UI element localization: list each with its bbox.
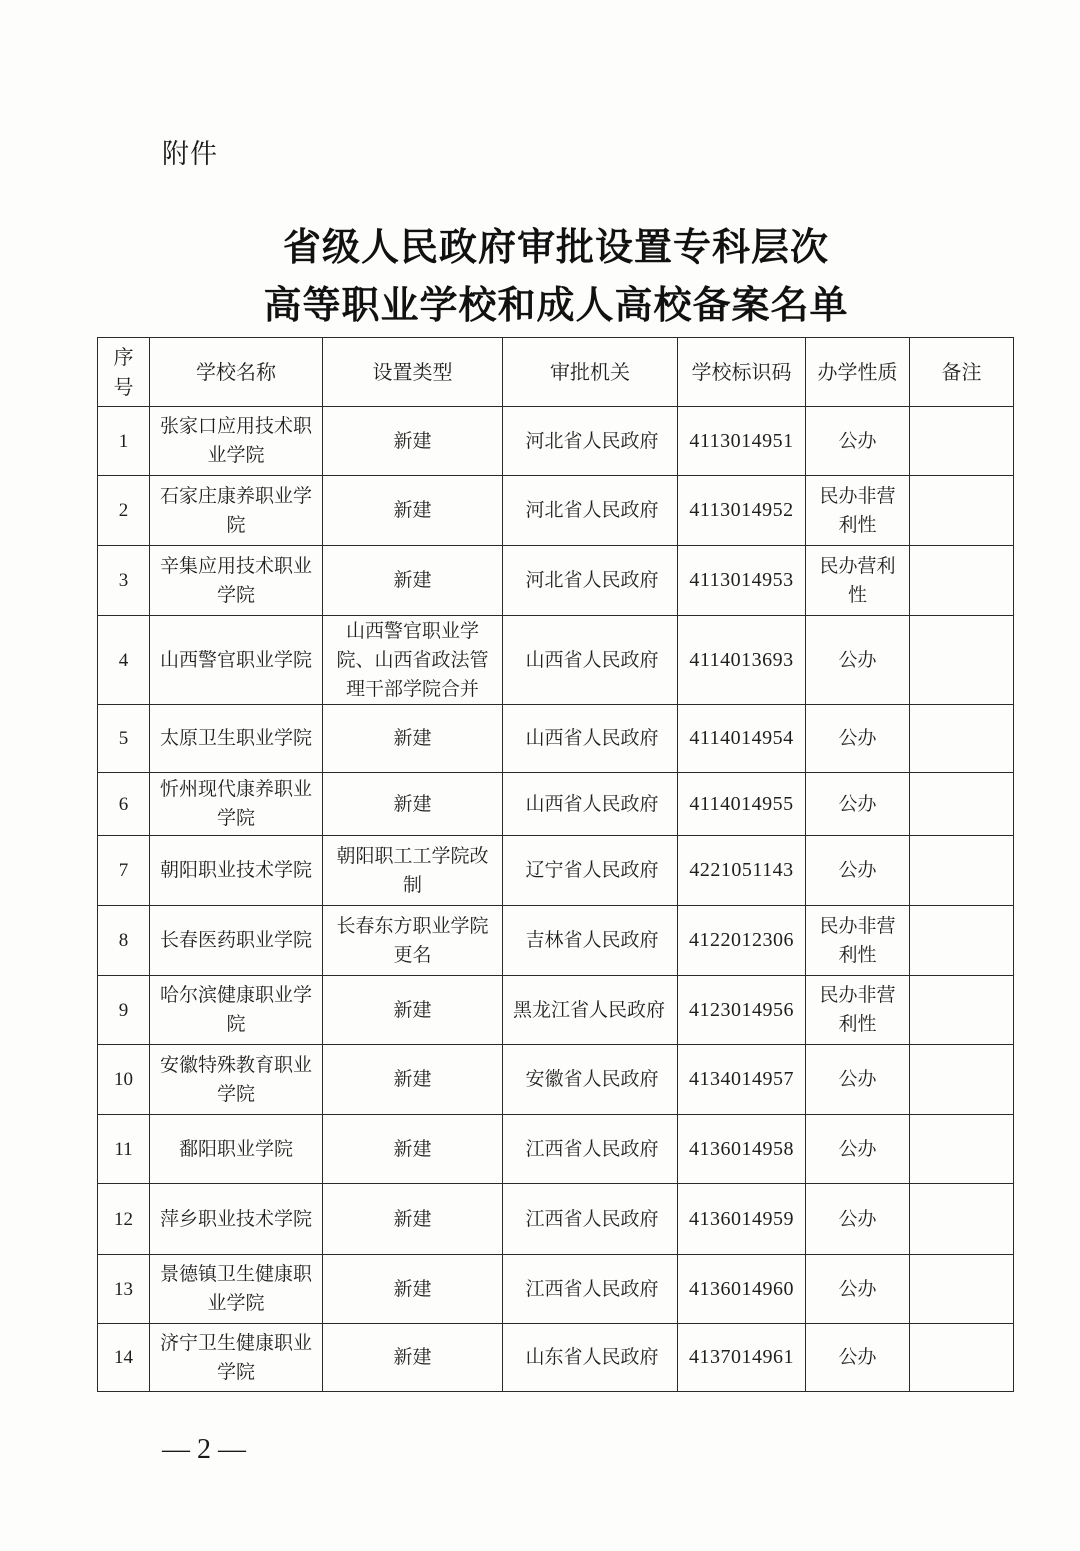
cell-index: 11 — [98, 1115, 150, 1184]
cell-remark — [910, 1324, 1014, 1392]
cell-approval-authority: 安徽省人民政府 — [503, 1045, 678, 1115]
cell-school-nature: 公办 — [806, 1184, 910, 1255]
cell-approval-authority: 山西省人民政府 — [503, 616, 678, 705]
cell-setup-type: 新建 — [323, 773, 503, 836]
cell-remark — [910, 906, 1014, 976]
cell-setup-type: 新建 — [323, 1255, 503, 1324]
cell-remark — [910, 1184, 1014, 1255]
cell-index: 5 — [98, 705, 150, 773]
table-row — [98, 1255, 1014, 1324]
cell-index: 13 — [98, 1255, 150, 1324]
cell-remark — [910, 1045, 1014, 1115]
cell-setup-type: 新建 — [323, 1324, 503, 1392]
cell-index: 7 — [98, 836, 150, 906]
table-row — [98, 1324, 1014, 1392]
cell-school-code: 4113014952 — [678, 476, 806, 546]
cell-school-name: 石家庄康养职业学院 — [150, 476, 323, 546]
cell-setup-type: 长春东方职业学院更名 — [323, 906, 503, 976]
cell-index: 4 — [98, 616, 150, 705]
cell-school-code: 4113014953 — [678, 546, 806, 616]
cell-remark — [910, 616, 1014, 705]
cell-school-nature: 公办 — [806, 1115, 910, 1184]
cell-remark — [910, 836, 1014, 906]
header-approval-authority: 审批机关 — [503, 338, 678, 407]
cell-school-name: 哈尔滨健康职业学院 — [150, 976, 323, 1045]
table-row — [98, 1184, 1014, 1255]
cell-school-code: 4123014956 — [678, 976, 806, 1045]
cell-setup-type: 新建 — [323, 1045, 503, 1115]
table-row — [98, 906, 1014, 976]
cell-school-name: 太原卫生职业学院 — [150, 705, 323, 773]
cell-school-code: 4134014957 — [678, 1045, 806, 1115]
cell-school-nature: 民办非营利性 — [806, 976, 910, 1045]
cell-school-name: 辛集应用技术职业学院 — [150, 546, 323, 616]
cell-setup-type: 朝阳职工工学院改制 — [323, 836, 503, 906]
cell-school-code: 4114014954 — [678, 705, 806, 773]
header-index: 序号 — [98, 338, 150, 407]
cell-school-nature: 公办 — [806, 705, 910, 773]
table-header-row — [98, 338, 1014, 407]
cell-approval-authority: 山西省人民政府 — [503, 705, 678, 773]
cell-index: 2 — [98, 476, 150, 546]
cell-school-nature: 公办 — [806, 1045, 910, 1115]
cell-approval-authority: 山西省人民政府 — [503, 773, 678, 836]
cell-setup-type: 新建 — [323, 705, 503, 773]
attachment-label: 附件 — [162, 139, 218, 170]
cell-school-code: 4137014961 — [678, 1324, 806, 1392]
cell-school-code: 4136014958 — [678, 1115, 806, 1184]
cell-school-nature: 公办 — [806, 407, 910, 476]
cell-remark — [910, 1255, 1014, 1324]
cell-school-nature: 民办营利性 — [806, 546, 910, 616]
cell-school-name: 长春医药职业学院 — [150, 906, 323, 976]
table-row — [98, 705, 1014, 773]
cell-approval-authority: 山东省人民政府 — [503, 1324, 678, 1392]
cell-school-code: 4113014951 — [678, 407, 806, 476]
table-row — [98, 976, 1014, 1045]
cell-index: 8 — [98, 906, 150, 976]
cell-approval-authority: 吉林省人民政府 — [503, 906, 678, 976]
cell-school-code: 4136014959 — [678, 1184, 806, 1255]
cell-remark — [910, 407, 1014, 476]
table-row — [98, 476, 1014, 546]
header-setup-type: 设置类型 — [323, 338, 503, 407]
cell-approval-authority: 江西省人民政府 — [503, 1255, 678, 1324]
cell-school-name: 安徽特殊教育职业学院 — [150, 1045, 323, 1115]
cell-index: 12 — [98, 1184, 150, 1255]
cell-remark — [910, 476, 1014, 546]
cell-index: 14 — [98, 1324, 150, 1392]
header-school-nature: 办学性质 — [806, 338, 910, 407]
cell-school-code: 4122012306 — [678, 906, 806, 976]
school-roster-table — [97, 337, 1014, 1392]
cell-index: 10 — [98, 1045, 150, 1115]
cell-school-name: 忻州现代康养职业学院 — [150, 773, 323, 836]
cell-school-nature: 公办 — [806, 616, 910, 705]
cell-index: 3 — [98, 546, 150, 616]
cell-index: 1 — [98, 407, 150, 476]
document-title-line-2: 高等职业学校和成人高校备案名单 — [263, 282, 849, 327]
cell-school-nature: 公办 — [806, 1255, 910, 1324]
cell-remark — [910, 1115, 1014, 1184]
cell-school-name: 萍乡职业技术学院 — [150, 1184, 323, 1255]
document-title-line-1: 省级人民政府审批设置专科层次 — [282, 224, 829, 269]
table-row — [98, 1115, 1014, 1184]
cell-setup-type: 新建 — [323, 1115, 503, 1184]
cell-setup-type: 新建 — [323, 976, 503, 1045]
header-school-name: 学校名称 — [150, 338, 323, 407]
cell-school-nature: 公办 — [806, 1324, 910, 1392]
table-row — [98, 546, 1014, 616]
cell-school-name: 朝阳职业技术学院 — [150, 836, 323, 906]
cell-school-code: 4136014960 — [678, 1255, 806, 1324]
cell-remark — [910, 976, 1014, 1045]
cell-school-code: 4221051143 — [678, 836, 806, 906]
cell-school-name: 鄱阳职业学院 — [150, 1115, 323, 1184]
cell-approval-authority: 河北省人民政府 — [503, 407, 678, 476]
cell-school-code: 4114014955 — [678, 773, 806, 836]
table-row — [98, 773, 1014, 836]
cell-approval-authority: 江西省人民政府 — [503, 1184, 678, 1255]
cell-school-name: 张家口应用技术职业学院 — [150, 407, 323, 476]
table-row — [98, 616, 1014, 705]
cell-setup-type: 新建 — [323, 1184, 503, 1255]
cell-remark — [910, 705, 1014, 773]
cell-school-nature: 公办 — [806, 836, 910, 906]
cell-approval-authority: 辽宁省人民政府 — [503, 836, 678, 906]
cell-school-name: 济宁卫生健康职业学院 — [150, 1324, 323, 1392]
header-remark: 备注 — [910, 338, 1014, 407]
cell-school-nature: 公办 — [806, 773, 910, 836]
cell-approval-authority: 黑龙江省人民政府 — [503, 976, 678, 1045]
header-school-code: 学校标识码 — [678, 338, 806, 407]
cell-school-name: 景德镇卫生健康职业学院 — [150, 1255, 323, 1324]
cell-school-nature: 民办非营利性 — [806, 476, 910, 546]
cell-remark — [910, 773, 1014, 836]
table-row — [98, 836, 1014, 906]
cell-setup-type: 新建 — [323, 476, 503, 546]
cell-school-name: 山西警官职业学院 — [150, 616, 323, 705]
table-row — [98, 407, 1014, 476]
cell-index: 6 — [98, 773, 150, 836]
cell-remark — [910, 546, 1014, 616]
table-body — [98, 407, 1014, 1392]
cell-index: 9 — [98, 976, 150, 1045]
cell-approval-authority: 河北省人民政府 — [503, 546, 678, 616]
cell-setup-type: 新建 — [323, 546, 503, 616]
page-number: — 2 — — [162, 1434, 246, 1465]
cell-school-nature: 民办非营利性 — [806, 906, 910, 976]
cell-setup-type: 山西警官职业学院、山西省政法管理干部学院合并 — [323, 616, 503, 705]
cell-approval-authority: 河北省人民政府 — [503, 476, 678, 546]
cell-school-code: 4114013693 — [678, 616, 806, 705]
table-row — [98, 1045, 1014, 1115]
cell-setup-type: 新建 — [323, 407, 503, 476]
cell-approval-authority: 江西省人民政府 — [503, 1115, 678, 1184]
